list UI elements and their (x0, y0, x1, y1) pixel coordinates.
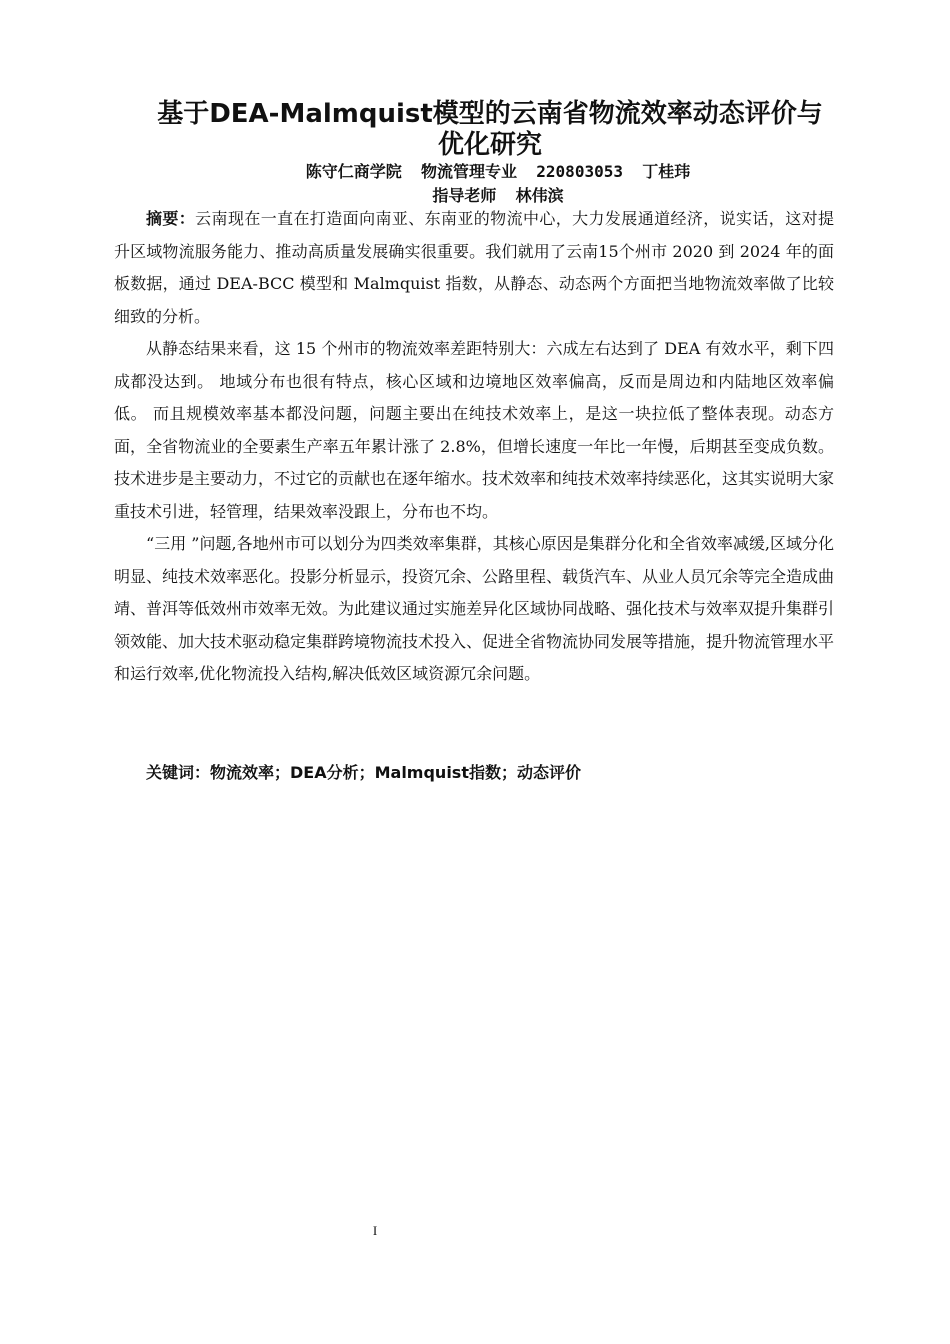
abstract-paragraph-3: “三用 ”问题,各地州市可以划分为四类效率集群，其核心原因是集群分化和全省效率减缓,区域分化明显、纯技术效率恶化。投影分析显示，投资冗余、公路里程、载货汽车、从业人员冗余等完全造成曲靖、普洱等低效州市效率无效。为此建议通过实施差异化区域协同战略、强化技术与效率双提升集群引领效能、加大技术驱动稳定集群跨境物流技术投入、促进全省物流协同发展等措施，提升物流管理水平和运行效率,优化物流投入结构,解决低效区域资源冗余问题。 (114, 534, 835, 683)
abstract-paragraph-1 (114, 203, 834, 333)
abstract-section (114, 203, 834, 691)
page-number: I (372, 1223, 378, 1238)
keywords-line: 关键词：物流效率；DEA分析；Malmquist指数；动态评价 (146, 763, 581, 782)
abstract-label: 摘要： (146, 209, 196, 228)
author-affiliation: 陈守仁商学院 物流管理专业 220803053 丁桂玮 (305, 162, 691, 181)
abstract-paragraph-1-text: 云南现在一直在打造面向南亚、东南亚的物流中心，大力发展通道经济，说实话，这对提升区域物流服务能力、推动高质量发展确实很重要。我们就用了云南15个州市 2020 到 2024 年的面板数据，通过 DEA-BCC 模型和 Malmquist 指数，从静态、动态两个方面把当地物流效率做了比较细致的分析。 (114, 209, 834, 326)
paper-title-line-1: 基于DEA-Malmquist模型的云南省物流效率动态评价与 (157, 99, 823, 129)
advisor-line: 指导老师 林伟滨 (432, 186, 564, 205)
paper-title-line-2: 优化研究 (437, 130, 542, 160)
abstract-paragraph-2: 从静态结果来看，这 15 个州市的物流效率差距特别大：六成左右达到了 DEA 有效水平，剩下四成都没达到。 地域分布也很有特点，核心区域和边境地区效率偏高，反而是周边和内陆地区效率偏低。 而且规模效率基本都没问题，问题主要出在纯技术效率上，是这一块拉低了整体表现。动态方面，全省物流业的全要素生产率五年累计涨了 2.8%，但增长速度一年比一年慢，后期甚至变成负数。技术进步是主要动力，不过它的贡献也在逐年缩水。技术效率和纯技术效率持续恶化，这其实说明大家重技术引进，轻管理，结果效率没跟上，分布也不均。 (114, 339, 835, 521)
